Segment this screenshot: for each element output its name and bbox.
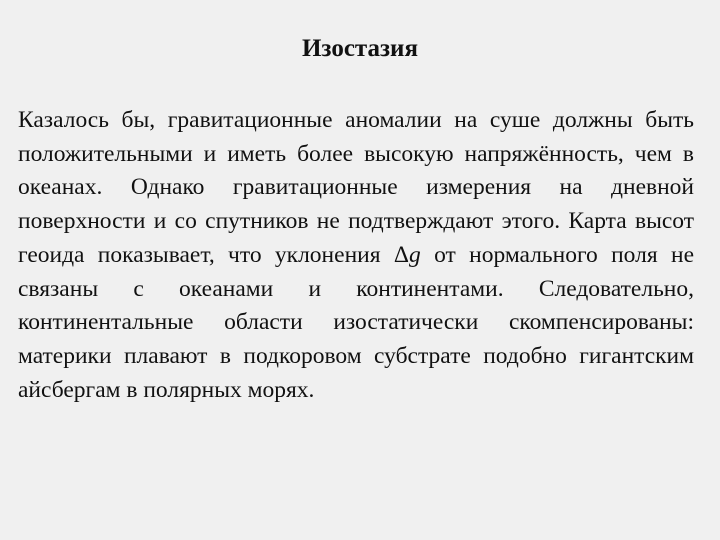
delta-symbol: Δ xyxy=(393,241,409,268)
paragraph-part-2: от нормального поля не связаны с океанами и континентами. Следовательно, континентальные области изостатически скомпенсированы: материки плавают в подкоровом субстрате подобно гигантским айсбергам в полярных морях. xyxy=(18,241,694,403)
slide-title: Изостазия xyxy=(301,35,418,62)
body-paragraph xyxy=(18,104,694,407)
g-symbol: g xyxy=(409,241,421,268)
paragraph-part-1: Казалось бы, гравитационные аномалии на суше должны быть положительными и иметь более высокую напряжённость, чем в океанах. Однако гравитационные измерения на дневной поверхности и со спутников не подтверждают этого. Карта высот геоида показывает, что уклонения xyxy=(18,107,694,268)
